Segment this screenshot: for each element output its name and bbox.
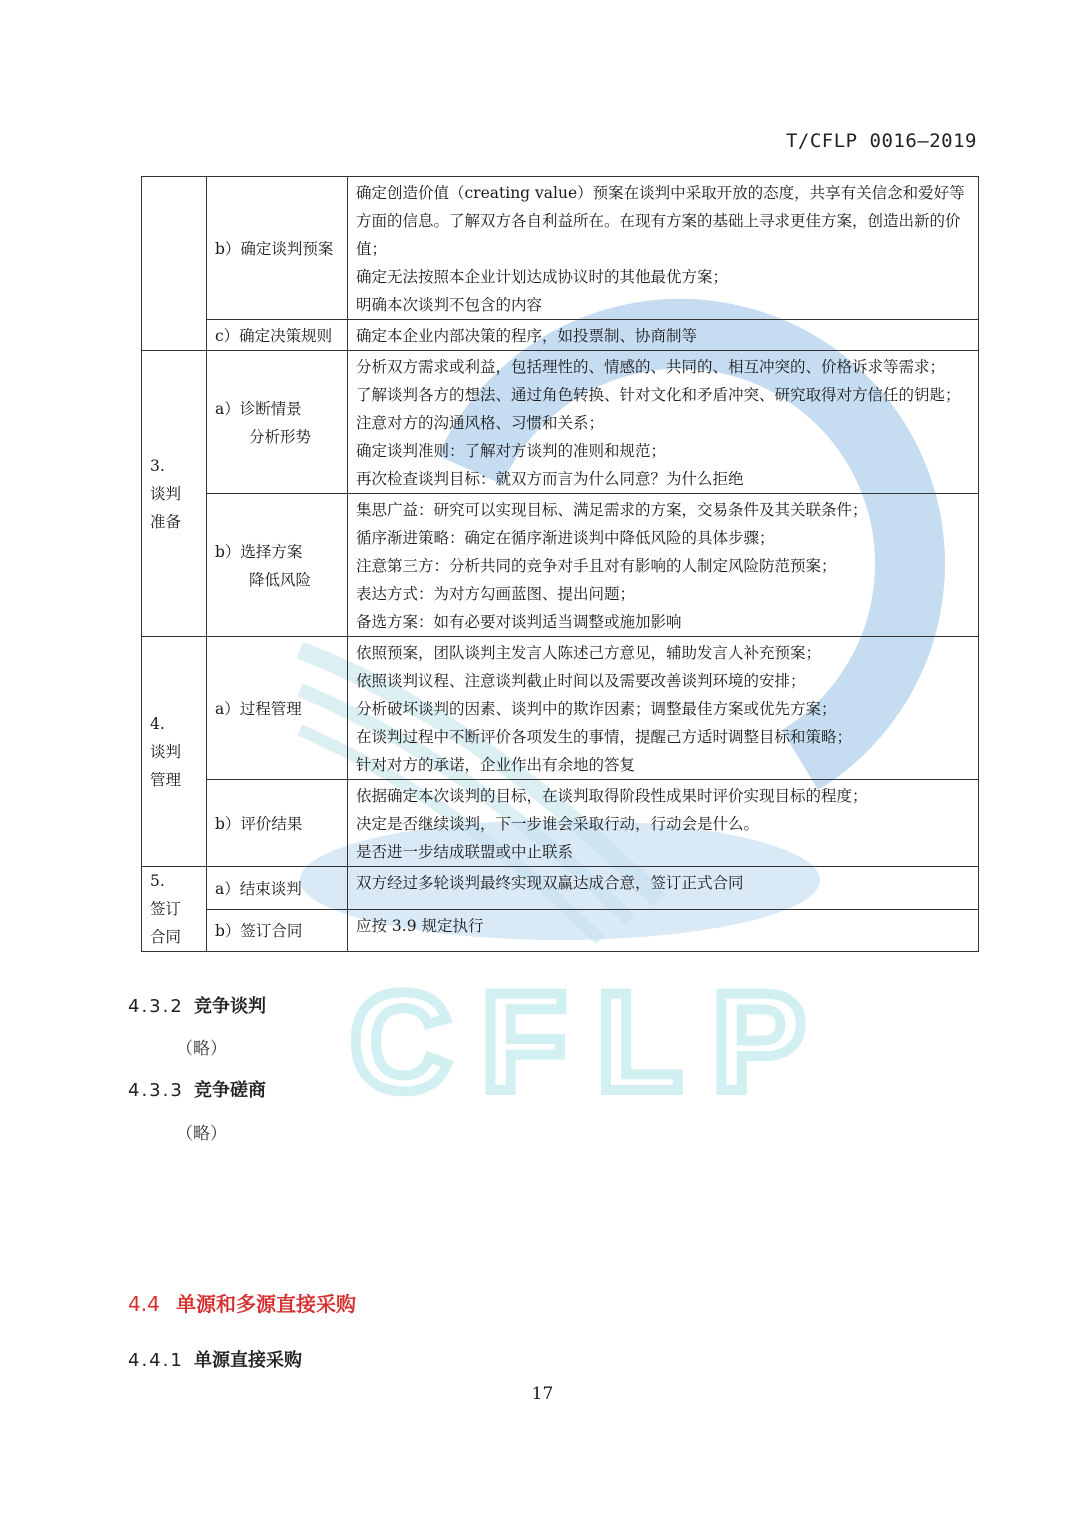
step-cell: [207, 351, 348, 494]
content-line: 确定创造价值（creating value）预案在谈判中采取开放的态度，共享有关信念和爱好等方面的信息。了解双方各自利益所在。在现有方案的基础上寻求更佳方案，创造出新的价值；: [356, 184, 965, 258]
document-code: T/CFLP 0016—2019: [785, 130, 977, 152]
step-label-line: 降低风险: [249, 571, 312, 589]
stage-cell: [142, 867, 207, 952]
stage-cell: [142, 637, 207, 867]
table-row: [142, 177, 979, 320]
content-line: 了解谈判各方的想法、通过角色转换、针对文化和矛盾冲突、研究取得对方信任的钥匙；: [356, 386, 961, 404]
table-row: [142, 637, 979, 780]
section-heading-4-4: 4.4 单源和多源直接采购: [128, 1292, 356, 1316]
content-line: 分析破坏谈判的因素、谈判中的欺诈因素；调整最佳方案或优先方案；: [356, 700, 837, 718]
content-line: 确定无法按照本企业计划达成协议时的其他最优方案；: [356, 268, 729, 286]
table-row: [142, 351, 979, 494]
stage-cell: [142, 351, 207, 637]
stage-label-line: 管理: [150, 770, 182, 789]
stage-cell: [142, 177, 207, 351]
stage-label-line: 谈判: [150, 742, 182, 761]
content-line: 是否进一步结成联盟或中止联系: [356, 843, 574, 861]
content-cell: [348, 780, 979, 867]
step-cell: [207, 637, 348, 780]
content-line: 在谈判过程中不断评价各项发生的事情，提醒己方适时调整目标和策略；: [356, 728, 853, 746]
content-line: 确定谈判准则：了解对方谈判的准则和规范；: [356, 442, 667, 460]
step-label-line: a）诊断情景: [215, 400, 302, 418]
step-label-line: a）结束谈判: [215, 879, 302, 898]
stage-label-line: 4.: [150, 714, 165, 733]
watermark-text: CFLP: [350, 963, 836, 1120]
step-label-line: b）评价结果: [215, 815, 303, 833]
section-heading-4-3-3: 4.3.3 竞争磋商: [128, 1080, 266, 1101]
table-row: [142, 909, 979, 952]
content-cell: [348, 867, 979, 910]
step-cell: [207, 780, 348, 867]
negotiation-table: [141, 176, 979, 952]
step-label-line: b）确定谈判预案: [215, 240, 334, 258]
content-line: 确定本企业内部决策的程序，如投票制、协商制等: [356, 327, 698, 345]
section-body-4-3-2: （略）: [176, 1039, 227, 1059]
stage-label-line: 3.: [150, 456, 165, 475]
content-line: 注意第三方：分析共同的竞争对手且对有影响的人制定风险防范预案；: [356, 557, 837, 575]
stage-label-line: 谈判: [150, 484, 182, 503]
stage-label-line: 5.: [150, 872, 165, 890]
content-line: 集思广益：研究可以实现目标、满足需求的方案，交易条件及其关联条件；: [356, 501, 868, 519]
content-line: 注意对方的沟通风格、习惯和关系；: [356, 414, 605, 432]
content-cell: [348, 177, 979, 320]
content-cell: [348, 494, 979, 637]
content-line: 循序渐进策略：确定在循序渐进谈判中降低风险的具体步骤；: [356, 529, 775, 547]
table-row: [142, 494, 979, 637]
content-cell: [348, 909, 979, 952]
table-row: [142, 320, 979, 351]
content-line: 决定是否继续谈判，下一步谁会采取行动，行动会是什么。: [356, 815, 760, 833]
content-line: 明确本次谈判不包含的内容: [356, 296, 543, 314]
step-label-line: c）确定决策规则: [215, 327, 333, 345]
step-cell: [207, 867, 348, 910]
step-label-line: b）选择方案: [215, 543, 303, 561]
section-heading-4-3-2: 4.3.2 竞争谈判: [128, 996, 266, 1017]
content-line: 表达方式：为对方勾画蓝图、提出问题；: [356, 585, 636, 603]
content-line: 应按 3.9 规定执行: [356, 916, 484, 935]
step-label-line: b）签订合同: [215, 922, 303, 941]
section-body-4-3-3: （略）: [176, 1124, 227, 1144]
stage-label-line: 准备: [150, 512, 182, 531]
content-line: 分析双方需求或利益，包括理性的、情感的、共同的、相互冲突的、价格诉求等需求；: [356, 358, 946, 376]
content-line: 依照谈判议程、注意谈判截止时间以及需要改善谈判环境的安排；: [356, 672, 806, 690]
table-row: [142, 867, 979, 910]
section-heading-4-4-1: 4.4.1 单源直接采购: [128, 1350, 302, 1371]
content-cell: [348, 351, 979, 494]
step-label-line: 分析形势: [249, 428, 312, 446]
content-line: 依据确定本次谈判的目标，在谈判取得阶段性成果时评价实现目标的程度；: [356, 787, 868, 805]
stage-label-line: 签订: [150, 900, 182, 918]
content-cell: [348, 320, 979, 351]
content-line: 依照预案，团队谈判主发言人陈述己方意见，辅助发言人补充预案；: [356, 644, 822, 662]
step-cell: [207, 320, 348, 351]
table-row: [142, 780, 979, 867]
step-cell: [207, 177, 348, 320]
step-cell: [207, 494, 348, 637]
step-cell: [207, 909, 348, 952]
page-number: 17: [531, 1384, 554, 1404]
content-line: 双方经过多轮谈判最终实现双赢达成合意，签订正式合同: [356, 874, 744, 892]
content-line: 针对对方的承诺，企业作出有余地的答复: [356, 756, 636, 774]
step-label-line: a）过程管理: [215, 700, 302, 718]
stage-label-line: 合同: [150, 928, 182, 946]
content-line: 备选方案：如有必要对谈判适当调整或施加影响: [356, 613, 682, 631]
content-line: 再次检查谈判目标：就双方而言为什么同意？为什么拒绝: [356, 470, 744, 488]
content-cell: [348, 637, 979, 780]
